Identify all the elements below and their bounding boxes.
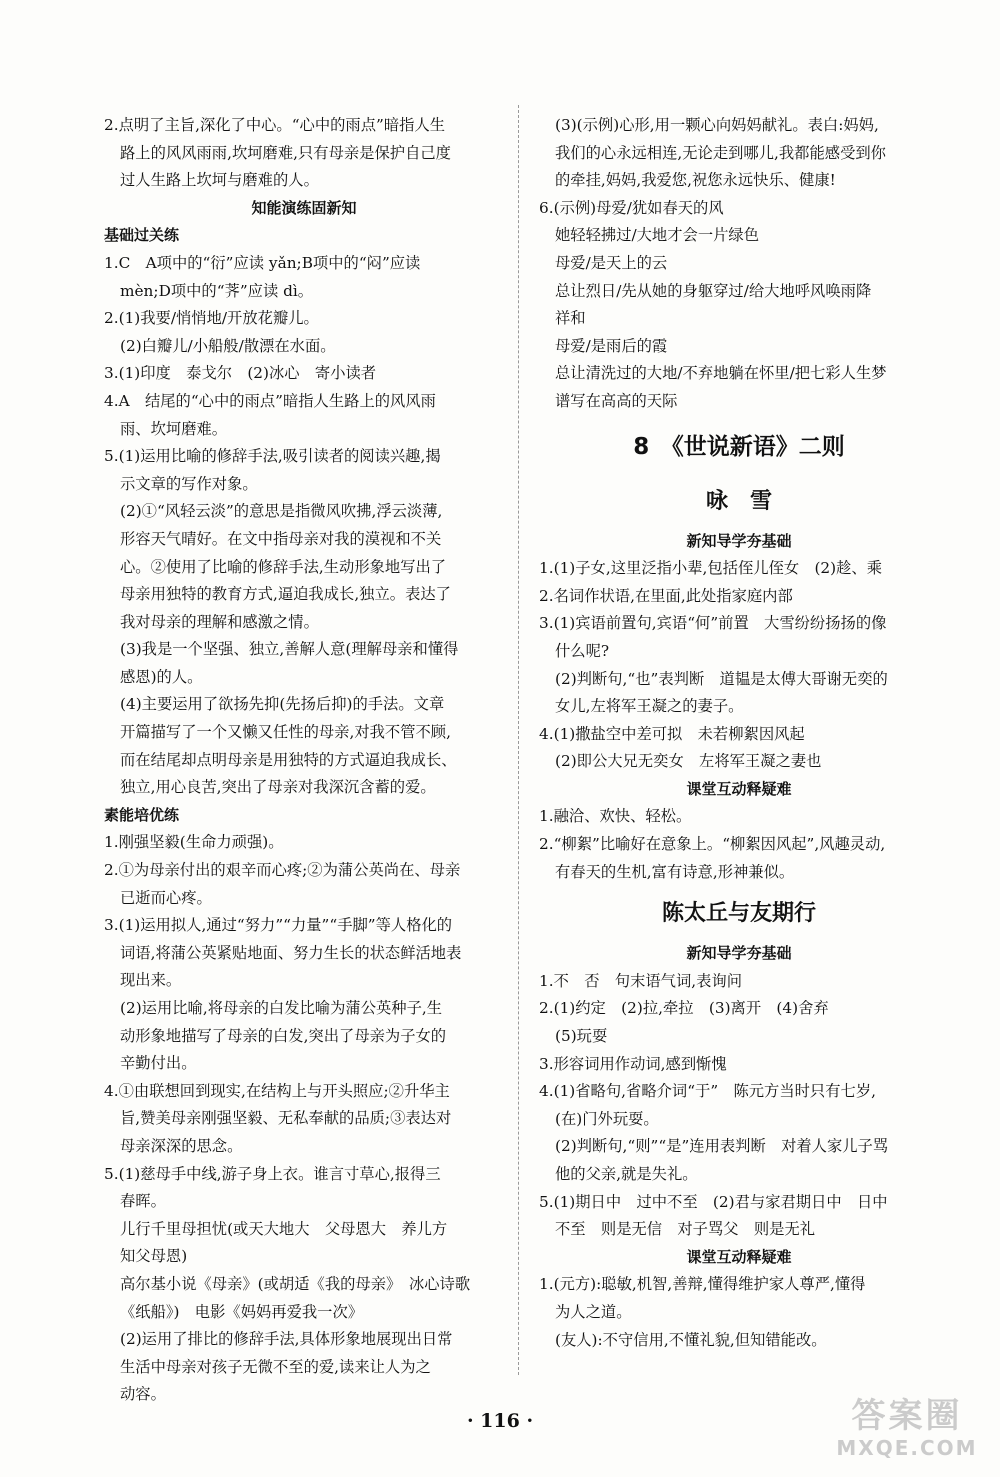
answer-line: 有春天的生机,富有诗意,形神兼似。 [555,862,795,881]
answer-line: 路上的风风雨雨,坎坷磨难,只有母亲是保护自己度 [120,143,451,162]
answer-line: 4.(1)撒盐空中差可拟 未若柳絮因风起 [539,724,805,743]
section-heading: 基础过关练 [104,226,180,245]
answer-line: 4.(1)省略句,省略介词“于” 陈元方当时只有七岁, [539,1082,876,1101]
answer-line: 5.(1)慈母手中线,游子身上衣。谁言寸草心,报得三 [104,1164,441,1183]
answer-line: 春晖。 [120,1192,166,1211]
answer-line: 3.(1)印度 泰戈尔 (2)冰心 寄小读者 [104,364,377,383]
answer-line: 他的父亲,就是失礼。 [555,1165,698,1183]
answer-line: 感恩)的人。 [120,667,203,686]
answer-line: (在)门外玩耍。 [555,1109,659,1128]
answer-line: 她轻轻拂过/大地才会一片绿色 [555,226,760,245]
answer-line: 女儿,左将军王凝之的妻子。 [555,697,744,716]
column-divider [518,105,519,1375]
answer-line: (友人):不守信用,不懂礼貌,但知错能改。 [555,1330,827,1349]
left-column [104,112,504,1409]
answer-line: 谱写在高高的天际 [555,391,678,410]
answer-line: 旨,赞美母亲刚强坚毅、无私奉献的品质;③表达对 [120,1109,452,1128]
answer-line: (4)主要运用了欲扬先抑(先扬后抑)的手法。文章 [120,695,445,714]
answer-line: 词语,将蒲公英紧贴地面、努力生长的状态鲜活地表 [120,943,462,962]
answer-line: 生活中母亲对孩子无微不至的爱,读来让人为之 [120,1357,431,1376]
answer-line: 辛勤付出。 [120,1054,197,1073]
answer-line: 过人生路上坎坷与磨难的人。 [120,171,319,190]
answer-line: 独立,用心良苦,突出了母亲对我深沉含蓄的爱。 [120,778,436,797]
answer-line: (2)白瓣儿/小船般/散漂在水面。 [120,336,336,355]
answer-line: 2.(1)我要/悄悄地/开放花瓣儿。 [104,309,319,328]
answer-line: 儿行千里母担忧(或天大地大 父母恩大 养儿方 [120,1219,448,1238]
answer-line: 1.(元方):聪敏,机智,善辩,懂得维护家人尊严,懂得 [539,1275,866,1294]
answer-line: 2.名词作状语,在里面,此处指家庭内部 [539,586,793,605]
answer-line: 1.融洽、欢快、轻松。 [539,807,692,826]
lesson-title: 8 《世说新语》二则 [633,433,845,460]
answer-line: (2)判断句,“也”表判断 道韫是太傅大哥谢无奕的 [555,669,888,688]
answer-line: 祥和 [555,309,586,328]
lesson-subtitle: 咏 雪 [705,488,772,514]
answer-line: (2)即公大兄无奕女 左将军王凝之妻也 [555,752,822,771]
section-heading: 课堂互动释疑难 [686,1247,792,1266]
answer-line: (2)运用比喻,将母亲的白发比喻为蒲公英种子,生 [120,999,443,1017]
answer-line: 总让清洗过的大地/不弃地躺在怀里/把七彩人生梦 [555,364,887,383]
answer-line: 示文章的写作对象。 [120,474,258,493]
answer-line: 2.(1)约定 (2)拉,牵拉 (3)离开 (4)舍弃 [539,999,829,1018]
answer-line: 心。②使用了比喻的修辞手法,生动形象地写出了 [120,557,447,576]
answer-line: 3.形容词用作动词,感到惭愧 [539,1054,727,1073]
answer-line: (5)玩耍 [555,1027,608,1046]
answer-line: 为人之道。 [555,1302,632,1321]
answer-line: (3)(示例)心形,用一颗心向妈妈献礼。表白:妈妈, [555,116,879,134]
answer-line: 1.刚强坚毅(生命力顽强)。 [104,833,284,852]
answer-line: 《纸船》) 电影《妈妈再爱我一次》 [120,1302,364,1321]
section-heading: 新知导学夯基础 [686,944,792,963]
answer-line: 高尔基小说《母亲》(或胡适《我的母亲》 冰心诗歌 [120,1274,471,1293]
answer-line: 已逝而心疼。 [120,888,212,907]
answer-line: 形容天气晴好。在文中指母亲对我的漠视和不关 [120,529,442,548]
answer-line: mèn;D项中的“荠”应读 dì。 [120,281,314,300]
answer-line: 5.(1)运用比喻的修辞手法,吸引读者的阅读兴趣,揭 [104,447,441,466]
answer-line: 2.“柳絮”比喻好在意象上。“柳絮因风起”,风趣灵动, [539,835,886,854]
answer-line: 1.不 否 句末语气词,表询问 [539,971,743,990]
answer-line: 知父母恩) [120,1247,188,1266]
answer-line: 总让烈日/先从她的身躯穿过/给大地呼风唤雨降 [555,281,872,300]
answer-line: 3.(1)运用拟人,通过“努力”“力量”“手脚”等人格化的 [104,916,453,935]
answer-line: 开篇描写了一个又懒又任性的母亲,对我不管不顾, [120,723,451,742]
answer-line: 的牵挂,妈妈,我爱您,祝您永远快乐、健康! [555,171,836,190]
section-heading: 素能培优练 [104,805,180,824]
answer-line: 1.C A项中的“衍”应读 yǎn;B项中的“闷”应读 [104,253,421,272]
answer-line: 4.A 结尾的“心中的雨点”暗指人生路上的风风雨 [104,391,436,410]
lesson-subtitle: 陈太丘与友期行 [661,901,816,927]
answer-line: 母亲深深的思念。 [120,1136,243,1155]
watermark-logo [832,1396,982,1468]
answer-line: 3.(1)宾语前置句,宾语“何”前置 大雪纷纷扬扬的像 [539,614,887,633]
watermark-title: 答案圈 [851,1396,963,1436]
watermark-url: MXQE.COM [836,1436,978,1460]
page-number: · 116 · [466,1410,534,1432]
answer-line: 2.点明了主旨,深化了中心。“心中的雨点”暗指人生 [104,116,446,134]
answer-line: 我们的心永远相连,无论走到哪儿,我都能感受到你 [555,143,886,162]
answer-line: 2.①为母亲付出的艰辛而心疼;②为蒲公英尚在、母亲 [104,861,461,880]
answer-line: 雨、坎坷磨难。 [120,419,228,438]
answer-line: 6.(示例)母爱/犹如春天的风 [539,198,724,217]
right-column [539,112,939,1354]
answer-line: 不至 则是无信 对子骂父 则是无礼 [555,1220,816,1239]
answer-line: (2)①“风轻云淡”的意思是指微风吹拂,浮云淡薄, [120,502,443,521]
answer-line: (2)运用了排比的修辞手法,具体形象地展现出日常 [120,1330,453,1349]
answer-line: 母爱/是天上的云 [555,253,668,272]
answer-line: 现出来。 [120,971,182,990]
answer-line: (3)我是一个坚强、独立,善解人意(理解母亲和懂得 [120,640,459,659]
answer-line: 母亲用独特的教育方式,逼迫我成长,独立。表达了 [120,585,451,604]
section-heading: 课堂互动释疑难 [686,779,792,798]
answer-line: (2)判断句,“则”“是”连用表判断 对着人家儿子骂 [555,1137,889,1156]
answer-line: 动形象地描写了母亲的白发,突出了母亲为子女的 [120,1026,447,1045]
section-heading: 新知导学夯基础 [686,531,792,550]
answer-line: 我对母亲的理解和感激之情。 [120,612,319,631]
answer-line: 母爱/是雨后的霞 [555,336,668,355]
section-heading: 知能演练固新知 [251,198,357,217]
answer-line: 动容。 [120,1385,166,1404]
answer-line: 1.(1)子女,这里泛指小辈,包括侄儿侄女 (2)趁、乘 [539,559,883,578]
answer-line: 4.①由联想回到现实,在结构上与开头照应;②升华主 [104,1081,450,1100]
answer-line: 5.(1)期日中 过中不至 (2)君与家君期日中 日中 [539,1192,888,1211]
answer-line: 而在结尾却点明母亲是用独特的方式逼迫我成长、 [120,750,457,769]
answer-line: 什么呢? [555,641,610,660]
